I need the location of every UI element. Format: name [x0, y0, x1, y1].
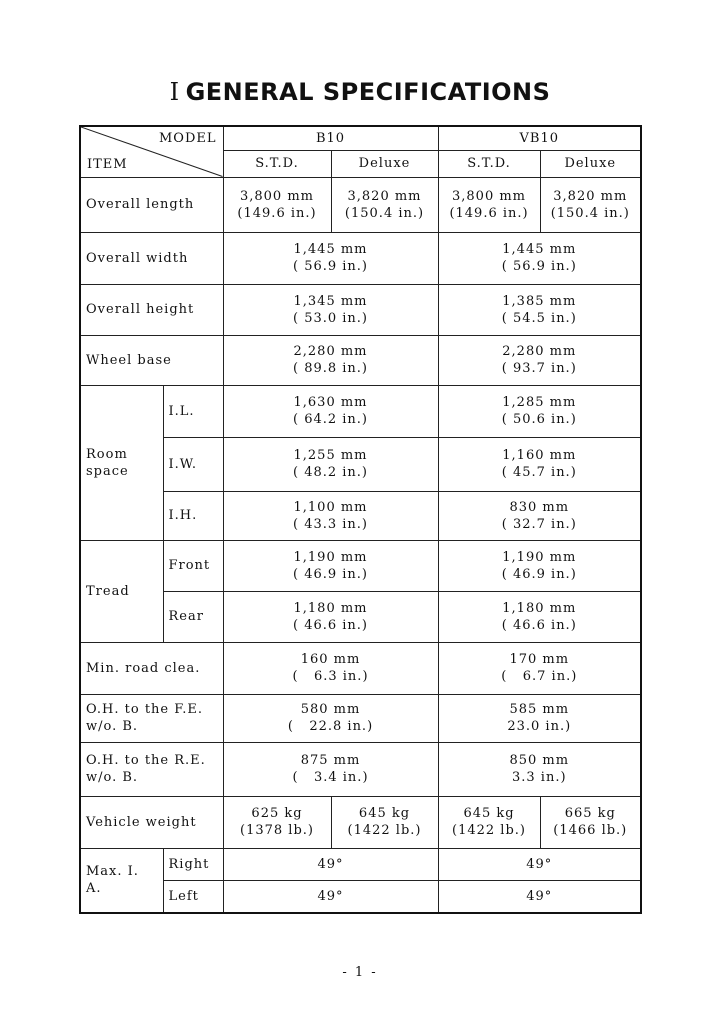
item-label-cell: Overall height	[80, 284, 223, 335]
section-numeral: I	[169, 78, 180, 106]
section-title: GENERAL SPECIFICATIONS	[185, 78, 551, 106]
value-cell-vb10: 49°	[438, 848, 641, 880]
row-overall-length	[80, 177, 641, 232]
value-cell-vb10: 1,180 mm ( 46.6 in.)	[438, 591, 641, 642]
value-cell: 625 kg (1378 lb.)	[223, 796, 331, 848]
value-cell-b10: 160 mm ( 6.3 in.)	[223, 642, 438, 694]
value-cell-vb10: 1,190 mm ( 46.9 in.)	[438, 540, 641, 591]
value-cell-vb10: 49°	[438, 880, 641, 913]
model-label: MODEL	[158, 131, 217, 146]
model-item-header-cell	[80, 126, 223, 177]
item-label-cell: Overall length	[80, 177, 223, 232]
model-b10-header: B10	[223, 126, 438, 150]
value-cell-b10: 1,345 mm ( 53.0 in.)	[223, 284, 438, 335]
item-label-cell: Wheel base	[80, 335, 223, 385]
row-room-space-il	[80, 385, 641, 437]
item-label-cell: Vehicle weight	[80, 796, 223, 848]
value-cell-b10: 1,180 mm ( 46.6 in.)	[223, 591, 438, 642]
value-cell-b10: 1,190 mm ( 46.9 in.)	[223, 540, 438, 591]
value-cell-vb10: 1,385 mm ( 54.5 in.)	[438, 284, 641, 335]
row-wheel-base	[80, 335, 641, 385]
value-cell: 3,800 mm (149.6 in.)	[438, 177, 540, 232]
value-cell-vb10: 2,280 mm ( 93.7 in.)	[438, 335, 641, 385]
item-label-cell-tread: Tread	[80, 540, 163, 642]
value-cell-b10: 49°	[223, 880, 438, 913]
value-cell-b10: 1,255 mm ( 48.2 in.)	[223, 437, 438, 491]
item-label-cell-room-space: Room space	[80, 385, 163, 540]
value-cell: 3,820 mm (150.4 in.)	[331, 177, 438, 232]
page-number: - 1 -	[342, 965, 378, 980]
variant-b10-deluxe: Deluxe	[331, 150, 438, 177]
specifications-table	[79, 125, 642, 914]
item-label-cell: Overall width	[80, 232, 223, 284]
sub-item-label: Right	[163, 848, 223, 880]
value-cell-b10: 49°	[223, 848, 438, 880]
item-label: ITEM	[87, 156, 128, 172]
value-cell-b10: 580 mm ( 22.8 in.)	[223, 694, 438, 742]
row-overhang-rear	[80, 742, 641, 796]
sub-item-label: Rear	[163, 591, 223, 642]
sub-item-label: Left	[163, 880, 223, 913]
value-cell: 665 kg (1466 lb.)	[540, 796, 641, 848]
row-overall-width	[80, 232, 641, 284]
item-label-cell-max-ia: Max. I. A.	[80, 848, 163, 913]
variant-vb10-deluxe: Deluxe	[540, 150, 641, 177]
value-cell: 3,800 mm (149.6 in.)	[223, 177, 331, 232]
row-tread-rear	[80, 591, 641, 642]
row-min-road-clearance	[80, 642, 641, 694]
variant-b10-std: S.T.D.	[223, 150, 331, 177]
row-room-space-ih	[80, 491, 641, 540]
sub-item-label: I.H.	[163, 491, 223, 540]
sub-item-label: I.L.	[163, 385, 223, 437]
value-cell-b10: 1,445 mm ( 56.9 in.)	[223, 232, 438, 284]
row-max-ia-left	[80, 880, 641, 913]
value-cell-vb10: 1,285 mm ( 50.6 in.)	[438, 385, 641, 437]
value-cell-vb10: 1,445 mm ( 56.9 in.)	[438, 232, 641, 284]
sub-item-label: Front	[163, 540, 223, 591]
value-cell-b10: 1,630 mm ( 64.2 in.)	[223, 385, 438, 437]
value-cell: 3,820 mm (150.4 in.)	[540, 177, 641, 232]
sub-item-label: I.W.	[163, 437, 223, 491]
row-overhang-front	[80, 694, 641, 742]
value-cell-vb10: 830 mm ( 32.7 in.)	[438, 491, 641, 540]
value-cell-b10: 1,100 mm ( 43.3 in.)	[223, 491, 438, 540]
value-cell-vb10: 850 mm 3.3 in.)	[438, 742, 641, 796]
value-cell-b10: 2,280 mm ( 89.8 in.)	[223, 335, 438, 385]
item-label-cell: O.H. to the F.E. w/o. B.	[80, 694, 223, 742]
variant-vb10-std: S.T.D.	[438, 150, 540, 177]
row-room-space-iw	[80, 437, 641, 491]
value-cell-b10: 875 mm ( 3.4 in.)	[223, 742, 438, 796]
item-label-cell: O.H. to the R.E. w/o. B.	[80, 742, 223, 796]
value-cell-vb10: 170 mm ( 6.7 in.)	[438, 642, 641, 694]
value-cell-vb10: 585 mm 23.0 in.)	[438, 694, 641, 742]
model-vb10-header: VB10	[438, 126, 641, 150]
row-overall-height	[80, 284, 641, 335]
row-tread-front	[80, 540, 641, 591]
value-cell-vb10: 1,160 mm ( 45.7 in.)	[438, 437, 641, 491]
value-cell: 645 kg (1422 lb.)	[331, 796, 438, 848]
row-vehicle-weight	[80, 796, 641, 848]
item-label-cell: Min. road clea.	[80, 642, 223, 694]
value-cell: 645 kg (1422 lb.)	[438, 796, 540, 848]
header-row-models	[80, 126, 641, 150]
row-max-ia-right	[80, 848, 641, 880]
page-title	[0, 78, 720, 106]
